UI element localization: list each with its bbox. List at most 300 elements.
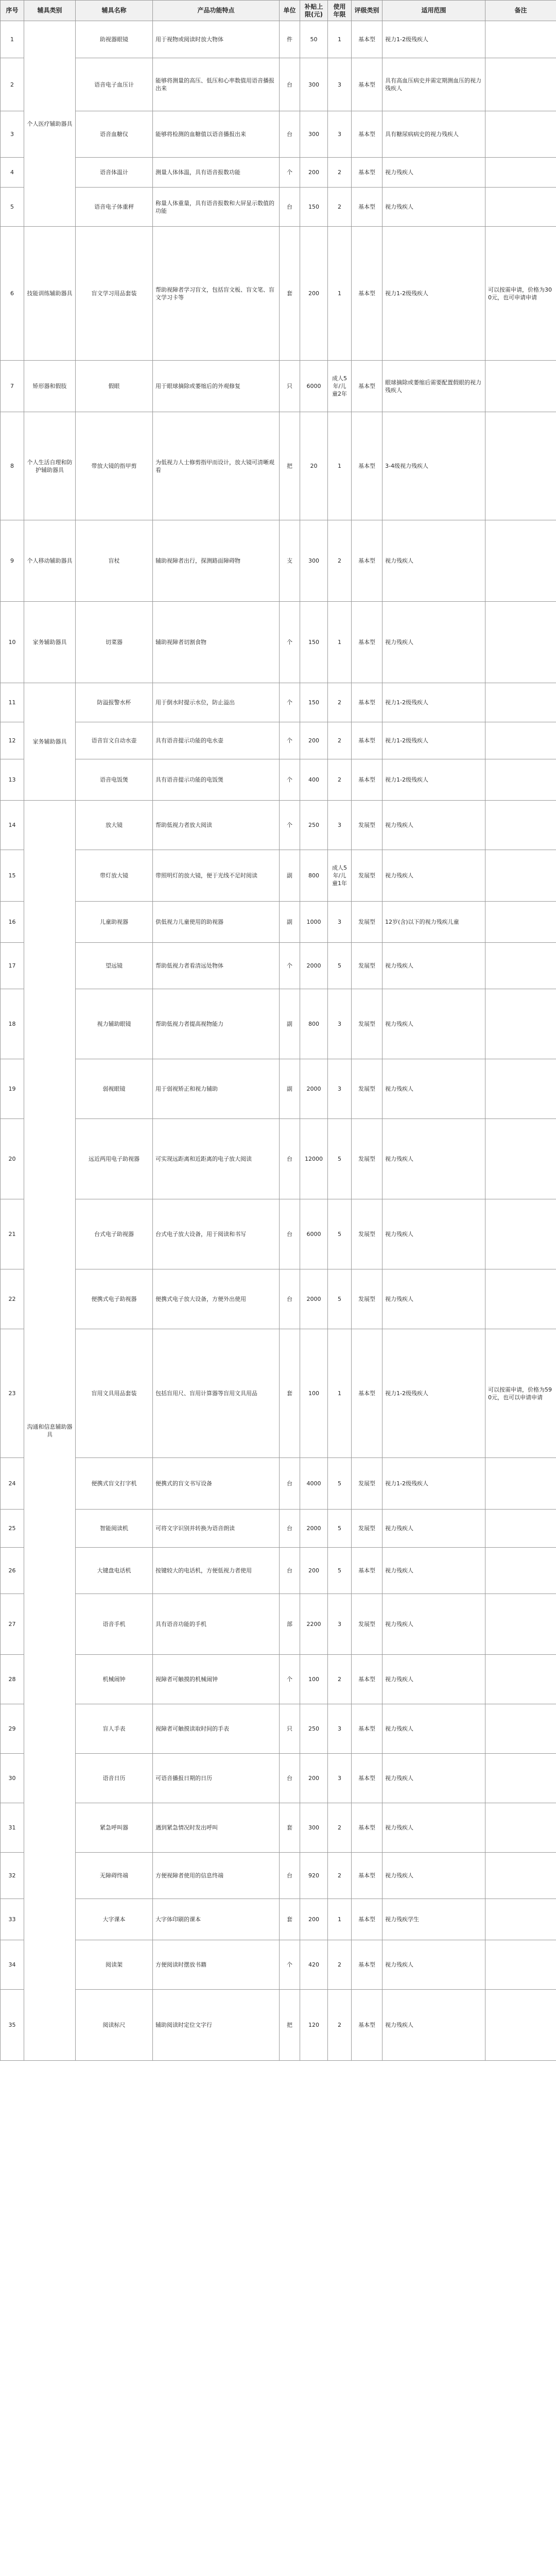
note-cell-empty [485,361,556,412]
device-feature: 大字体印刷的课本 [153,1899,280,1940]
note-cell-empty [485,188,556,227]
scope-cell: 视力残疾人 [383,1940,485,1990]
note-cell-empty [485,1548,556,1594]
device-feature: 可将文字识别并转换为语音朗读 [153,1510,280,1548]
subsidy-cap: 200 [300,1754,328,1803]
note-cell-empty [485,520,556,602]
note-cell-empty [485,1510,556,1548]
row-number: 23 [1,1329,24,1458]
service-years: 2 [328,1990,352,2061]
row-number: 8 [1,412,24,520]
scope-cell: 视力残疾人 [383,1853,485,1899]
grade-cell: 基本型 [352,158,383,188]
device-name: 语音盲文自动水壶 [76,722,153,759]
note-cell-empty [485,1594,556,1655]
grade-cell: 基本型 [352,520,383,602]
subsidy-cap: 150 [300,602,328,683]
device-feature: 辅助视障者切割食物 [153,602,280,683]
service-years: 1 [328,1899,352,1940]
row-number: 6 [1,227,24,361]
note-cell-empty [485,759,556,801]
note-cell-empty [485,412,556,520]
scope-cell: 视力1-2级残疾人 [383,683,485,722]
note-cell-empty [485,1803,556,1853]
service-years: 1 [328,602,352,683]
device-feature: 便携式的盲文书写设备 [153,1458,280,1510]
service-years: 成人5年/儿童1年 [328,850,352,902]
table-row [1,158,556,188]
grade-cell: 发展型 [352,801,383,850]
note-cell-empty [485,1754,556,1803]
note-cell-empty [485,602,556,683]
service-years: 5 [328,1458,352,1510]
device-feature: 可语音播报日期的日历 [153,1754,280,1803]
unit-cell: 台 [280,1510,300,1548]
subsidy-cap: 400 [300,759,328,801]
device-name: 盲文学习用品套装 [76,227,153,361]
device-name: 假眼 [76,361,153,412]
service-years: 2 [328,158,352,188]
unit-cell: 个 [280,1940,300,1990]
table-row [1,1704,556,1754]
note-cell-empty [485,850,556,902]
table-row [1,683,556,722]
device-name: 无障碍终端 [76,1853,153,1899]
service-years: 2 [328,188,352,227]
scope-cell: 视力残疾人 [383,1655,485,1704]
row-number: 32 [1,1853,24,1899]
note-cell-empty [485,943,556,989]
device-feature: 帮助低视力者提高视物能力 [153,989,280,1059]
subsidy-cap: 420 [300,1940,328,1990]
unit-cell: 台 [280,58,300,111]
category-cell: 个人生活自理和防护辅助器具 [24,412,76,520]
table-row [1,1803,556,1853]
scope-cell: 12岁(含)以下的视力残疾儿童 [383,902,485,943]
subsidy-cap: 2000 [300,943,328,989]
row-number: 22 [1,1269,24,1329]
note-cell-empty [485,1269,556,1329]
table-row [1,1119,556,1199]
device-name: 助视器眼镜 [76,21,153,58]
service-years: 2 [328,520,352,602]
service-years: 1 [328,21,352,58]
unit-cell: 台 [280,1199,300,1269]
category-cell: 个人移动辅助器具 [24,520,76,602]
subsidy-cap: 300 [300,1803,328,1853]
unit-cell: 个 [280,759,300,801]
unit-cell: 套 [280,1803,300,1853]
row-number: 20 [1,1119,24,1199]
grade-cell: 发展型 [352,1594,383,1655]
device-feature: 用于弱视矫正和视力辅助 [153,1059,280,1119]
device-name: 语音电饭煲 [76,759,153,801]
note-cell-empty [485,1199,556,1269]
device-name: 大键盘电话机 [76,1548,153,1594]
scope-cell: 视力残疾人 [383,1594,485,1655]
device-feature: 具有语音功能的手机 [153,1594,280,1655]
grade-cell: 发展型 [352,1199,383,1269]
scope-cell: 视力残疾人 [383,989,485,1059]
row-number: 16 [1,902,24,943]
device-feature: 用于视物或阅读时放大物体 [153,21,280,58]
device-name: 带灯放大镜 [76,850,153,902]
table-row [1,1199,556,1269]
device-name: 视力辅助眼镜 [76,989,153,1059]
note-cell-empty [485,1655,556,1704]
header-cell: 单位 [280,1,300,21]
note-cell-empty [485,1119,556,1199]
grade-cell: 基本型 [352,111,383,158]
device-feature: 带照明灯的放大镜，便于光线不足时阅读 [153,850,280,902]
device-name: 台式电子助视器 [76,1199,153,1269]
note-cell: 可以按需申请，价格为590元，也可以申请申请 [485,1329,556,1458]
device-name: 望远镜 [76,943,153,989]
scope-cell: 视力1-2级残疾人 [383,227,485,361]
device-feature: 供低视力儿童使用的助视器 [153,902,280,943]
device-name: 盲杖 [76,520,153,602]
unit-cell: 把 [280,1990,300,2061]
category-cell: 沟通和信息辅助器具 [24,801,76,2061]
device-feature: 台式电子放大设备，用于阅读和书写 [153,1199,280,1269]
device-name: 语音电子血压计 [76,58,153,111]
unit-cell: 个 [280,683,300,722]
device-feature: 能够将检测的血糖值以语音播报出来 [153,111,280,158]
scope-cell: 视力残疾人 [383,801,485,850]
note-cell-empty [485,801,556,850]
service-years: 5 [328,1269,352,1329]
grade-cell: 发展型 [352,1059,383,1119]
service-years: 1 [328,412,352,520]
subsidy-cap: 1000 [300,902,328,943]
table-row [1,1594,556,1655]
device-name: 带放大镜的指甲剪 [76,412,153,520]
subsidy-cap: 800 [300,850,328,902]
scope-cell: 视力1-2级残疾人 [383,1329,485,1458]
subsidy-cap: 6000 [300,1199,328,1269]
subsidy-cap: 200 [300,1548,328,1594]
scope-cell: 3-4级视力残疾人 [383,412,485,520]
scope-cell: 视力残疾人 [383,1059,485,1119]
table-row [1,1458,556,1510]
grade-cell: 基本型 [352,1329,383,1458]
row-number: 27 [1,1594,24,1655]
row-number: 31 [1,1803,24,1853]
row-number: 33 [1,1899,24,1940]
grade-cell: 基本型 [352,227,383,361]
device-name: 语音体温计 [76,158,153,188]
unit-cell: 副 [280,902,300,943]
scope-cell: 视力残疾人 [383,1199,485,1269]
grade-cell: 基本型 [352,21,383,58]
unit-cell: 副 [280,1059,300,1119]
device-name: 防溢报警水杯 [76,683,153,722]
device-name: 便携式电子助视器 [76,1269,153,1329]
unit-cell: 台 [280,1269,300,1329]
row-number: 9 [1,520,24,602]
device-name: 阅读标尺 [76,1990,153,2061]
scope-cell: 视力残疾人 [383,943,485,989]
row-number: 7 [1,361,24,412]
table-row [1,989,556,1059]
table-body [1,21,556,2061]
service-years: 2 [328,722,352,759]
note-cell-empty [485,1990,556,2061]
table-row [1,943,556,989]
note-cell-empty [485,1059,556,1119]
service-years: 3 [328,1754,352,1803]
table-row [1,1269,556,1329]
unit-cell: 个 [280,158,300,188]
device-name: 儿童助视器 [76,902,153,943]
grade-cell: 基本型 [352,683,383,722]
service-years: 3 [328,58,352,111]
unit-cell: 套 [280,1899,300,1940]
scope-cell: 视力残疾人 [383,1269,485,1329]
unit-cell: 件 [280,21,300,58]
table-row [1,1754,556,1803]
category-cell: 技能训练辅助器具 [24,227,76,361]
subsidy-cap: 4000 [300,1458,328,1510]
grade-cell: 发展型 [352,1269,383,1329]
grade-cell: 基本型 [352,602,383,683]
subsidy-cap: 20 [300,412,328,520]
note-cell-empty [485,1853,556,1899]
subsidy-cap: 250 [300,801,328,850]
device-feature: 遇到紧急情况时发出呼叫 [153,1803,280,1853]
service-years: 2 [328,1803,352,1853]
subsidy-cap: 200 [300,227,328,361]
unit-cell: 个 [280,943,300,989]
service-years: 成人5年/儿童2年 [328,361,352,412]
unit-cell: 套 [280,1329,300,1458]
row-number: 26 [1,1548,24,1594]
device-feature: 称量人体重量，具有语音报数和大屏显示数值的功能 [153,188,280,227]
grade-cell: 基本型 [352,1655,383,1704]
service-years: 5 [328,943,352,989]
row-number: 15 [1,850,24,902]
device-feature: 测量人体体温，具有语音报数功能 [153,158,280,188]
service-years: 3 [328,801,352,850]
grade-cell: 基本型 [352,722,383,759]
scope-cell: 视力残疾人 [383,520,485,602]
grade-cell: 发展型 [352,1458,383,1510]
row-number: 2 [1,58,24,111]
grade-cell: 发展型 [352,943,383,989]
scope-cell: 视力1-2级残疾人 [383,759,485,801]
service-years: 2 [328,1853,352,1899]
row-number: 3 [1,111,24,158]
grade-cell: 基本型 [352,1704,383,1754]
table-row [1,21,556,58]
device-name: 切菜器 [76,602,153,683]
device-name: 语音电子体重秤 [76,188,153,227]
note-cell-empty [485,989,556,1059]
device-name: 紧急呼叫器 [76,1803,153,1853]
table-row [1,412,556,520]
service-years: 3 [328,1059,352,1119]
service-years: 3 [328,1704,352,1754]
row-number: 21 [1,1199,24,1269]
grade-cell: 基本型 [352,759,383,801]
scope-cell: 视力残疾学生 [383,1899,485,1940]
service-years: 2 [328,1940,352,1990]
table-row [1,1899,556,1940]
device-feature: 包括盲用尺、盲用计算器等盲用文具用品 [153,1329,280,1458]
table-row [1,722,556,759]
subsidy-cap: 50 [300,21,328,58]
header-cell: 产品功能特点 [153,1,280,21]
grade-cell: 基本型 [352,361,383,412]
grade-cell: 基本型 [352,412,383,520]
grade-cell: 发展型 [352,1510,383,1548]
subsidy-cap: 2000 [300,1510,328,1548]
table-row [1,520,556,602]
device-name: 机械闹钟 [76,1655,153,1704]
table-row [1,1548,556,1594]
device-feature: 为低视力人士修剪指甲而设计，放大镜可清晰观看 [153,412,280,520]
table-row [1,227,556,361]
subsidy-cap: 2000 [300,1059,328,1119]
note-cell-empty [485,902,556,943]
service-years: 3 [328,902,352,943]
grade-cell: 基本型 [352,1940,383,1990]
note-cell-empty [485,21,556,58]
category-cell: 家务辅助器具 [24,683,76,801]
scope-cell: 视力残疾人 [383,1704,485,1754]
device-feature: 具有语音提示功能的电水壶 [153,722,280,759]
unit-cell: 部 [280,1594,300,1655]
device-feature: 用于倒水时提示水位，防止溢出 [153,683,280,722]
table-row [1,1059,556,1119]
scope-cell: 具有高血压病史并需定期测血压的视力残疾人 [383,58,485,111]
grade-cell: 基本型 [352,1548,383,1594]
subsidy-cap: 12000 [300,1119,328,1199]
unit-cell: 个 [280,1655,300,1704]
unit-cell: 台 [280,1853,300,1899]
unit-cell: 个 [280,722,300,759]
device-name: 语音手机 [76,1594,153,1655]
grade-cell: 发展型 [352,850,383,902]
subsidy-cap: 200 [300,158,328,188]
device-feature: 用于眼球摘除或萎缩后的外观修复 [153,361,280,412]
scope-cell: 视力残疾人 [383,850,485,902]
service-years: 1 [328,1329,352,1458]
service-years: 1 [328,227,352,361]
grade-cell: 发展型 [352,989,383,1059]
table-row [1,361,556,412]
header-cell: 辅具类别 [24,1,76,21]
unit-cell: 副 [280,850,300,902]
device-feature: 帮助视障者学习盲文，包括盲文板、盲文笔、盲文学习卡等 [153,227,280,361]
subsidy-cap: 800 [300,989,328,1059]
table-row [1,1990,556,2061]
header-cell: 评级类别 [352,1,383,21]
unit-cell: 台 [280,188,300,227]
device-name: 语音日历 [76,1754,153,1803]
device-feature: 视障者可触摸的机械闹钟 [153,1655,280,1704]
grade-cell: 基本型 [352,1899,383,1940]
subsidy-cap: 6000 [300,361,328,412]
header-row [1,1,556,21]
note-cell-empty [485,722,556,759]
grade-cell: 基本型 [352,1990,383,2061]
header-cell: 补贴上限(元) [300,1,328,21]
grade-cell: 发展型 [352,1119,383,1199]
service-years: 5 [328,1548,352,1594]
service-years: 2 [328,683,352,722]
note-cell-empty [485,683,556,722]
scope-cell: 视力1-2级残疾人 [383,1458,485,1510]
row-number: 24 [1,1458,24,1510]
device-feature: 按键较大的电话机，方便低视力者使用 [153,1548,280,1594]
category-cell: 个人医疗辅助器具 [24,21,76,227]
note-cell-empty [485,1458,556,1510]
device-name: 智能阅读机 [76,1510,153,1548]
unit-cell: 副 [280,989,300,1059]
table-row [1,1940,556,1990]
device-feature: 视障者可触摸读取时间的手表 [153,1704,280,1754]
device-feature: 方便视障者使用的信息终端 [153,1853,280,1899]
grade-cell: 基本型 [352,188,383,227]
table-row [1,759,556,801]
scope-cell: 视力残疾人 [383,1990,485,2061]
table-row [1,1329,556,1458]
row-number: 25 [1,1510,24,1548]
device-name: 大字课本 [76,1899,153,1940]
table-row [1,1853,556,1899]
row-number: 10 [1,602,24,683]
scope-cell: 视力1-2级残疾人 [383,21,485,58]
category-cell: 家务辅助器具 [24,602,76,683]
device-name: 盲人手表 [76,1704,153,1754]
row-number: 14 [1,801,24,850]
note-cell-empty [485,1940,556,1990]
device-feature: 辅助视障者出行，探测路面障碍物 [153,520,280,602]
grade-cell: 基本型 [352,1853,383,1899]
table-row [1,602,556,683]
service-years: 5 [328,1510,352,1548]
row-number: 11 [1,683,24,722]
grade-cell: 基本型 [352,58,383,111]
header-cell: 使用年限 [328,1,352,21]
subsidy-cap: 100 [300,1329,328,1458]
scope-cell: 视力1-2级残疾人 [383,722,485,759]
table-row [1,801,556,850]
device-feature: 可实现远距离和近距离的电子放大阅读 [153,1119,280,1199]
category-cell: 矫形器和假肢 [24,361,76,412]
grade-cell: 基本型 [352,1803,383,1853]
scope-cell: 具有糖尿病病史的视力残疾人 [383,111,485,158]
unit-cell: 套 [280,227,300,361]
unit-cell: 个 [280,801,300,850]
device-feature: 帮助低视力者放大阅读 [153,801,280,850]
service-years: 3 [328,111,352,158]
service-years: 5 [328,1119,352,1199]
note-cell-empty [485,111,556,158]
scope-cell: 眼球摘除或萎缩后需要配置假眼的视力残疾人 [383,361,485,412]
service-years: 5 [328,1199,352,1269]
service-years: 3 [328,989,352,1059]
unit-cell: 台 [280,1548,300,1594]
device-name: 放大镜 [76,801,153,850]
unit-cell: 台 [280,111,300,158]
row-number: 34 [1,1940,24,1990]
subsidy-cap: 200 [300,1899,328,1940]
row-number: 13 [1,759,24,801]
header-cell: 备注 [485,1,556,21]
note-cell-empty [485,58,556,111]
